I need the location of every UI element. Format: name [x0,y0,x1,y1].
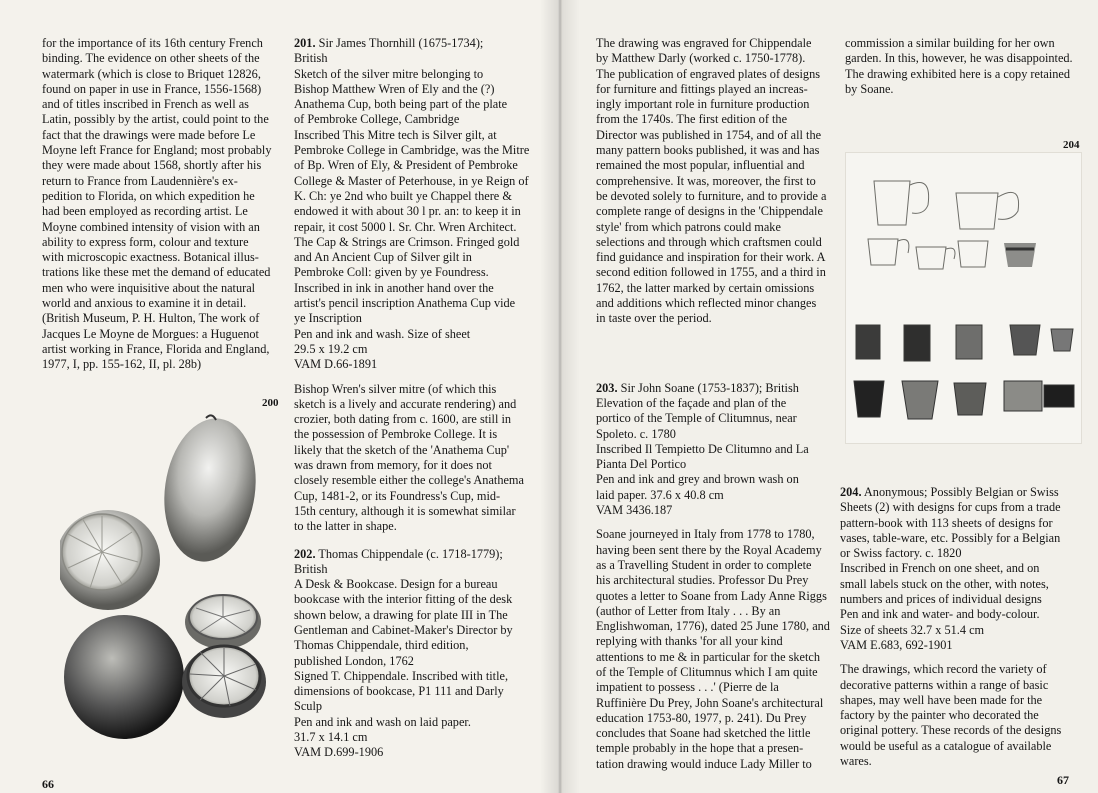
entry-number: 204. [840,485,862,499]
entry-line: dimensions of bookcase, P1 111 and Darly [294,684,504,699]
entry-line: Inscribed in French on one sheet, and on [840,561,1040,576]
entry-artist: Sir John Soane (1753-1837); British [617,380,799,395]
entry-line: Pen and ink and wash. Size of sheet [294,326,471,341]
text-line: was drawn from memory, for it does not [294,458,492,473]
text-line: attentions to me & in particular for the sketch [596,649,821,664]
entry-line: shown below, a drawing for plate III in The [294,607,508,622]
figure-204-cup-designs [845,152,1082,444]
text-line: Bishop Wren's silver mitre (of which this [294,381,497,396]
text-line: from the 1740s. The first edition of the [596,112,788,127]
text-line: Moyne combined intensity of vision with an [42,219,260,234]
text-line: 1977, I, pp. 155-162, II, pl. 28b) [42,357,202,372]
right-column-2-lower [840,485,1081,769]
orange-slice-bottom [182,646,266,718]
text-line: factory by the painter who decorated the [840,708,1039,723]
entry-201-commentary [294,382,530,535]
text-line: the possession of Pembroke College. It is [294,427,498,442]
text-line: binding. The evidence on other sheets of the [42,51,260,66]
soane-continuation [845,36,1081,97]
text-line: Jacques Le Moyne de Morgues: a Huguenot [42,326,259,341]
entry-line: Inscribed in ink in another hand over the [294,280,494,295]
text-line: Cup, 1481-2, or its Foundress's Cup, mid- [294,488,501,503]
text-line: commission a similar building for her own [845,36,1055,50]
text-line: original pottery. These records of the designs [840,723,1062,738]
text-line: comprehensive. It was, moreover, the first to [596,173,816,188]
entry-line: Inscribed Il Tempietto De Clitumno and La [596,441,809,456]
text-line: The drawings, which record the variety of [840,662,1047,677]
entry-heading [294,547,530,562]
entry-line: College & Master of Peterhouse, in ye Reign of [294,173,529,188]
text-line: 1762, the latter marked by certain omissions [596,280,815,295]
entry-line: VAM 3436.187 [596,503,673,518]
entry-line: Pembroke College in Cambridge, was the Mitre [294,143,530,158]
entry-line: published London, 1762 [294,653,414,668]
text-line: had been employed as recording artist. Le [42,204,248,219]
entry-line: Pen and ink and wash on laid paper. [294,714,471,729]
entry-artist: Anonymous; Possibly Belgian or Swiss [861,485,1059,499]
text-line: many pattern books published, it was and has [596,143,820,158]
entry-line: Sketch of the silver mitre belonging to [294,66,484,81]
entry-line: Gentleman and Cabinet-Maker's Director by [294,622,513,637]
entry-line: numbers and prices of individual designs [840,592,1042,607]
entry-line: Pembroke Coll: given by ye Foundress. [294,265,489,280]
entry-number: 203. [596,380,618,395]
entry-line: Sculp [294,699,323,714]
right-column-1 [596,36,832,772]
entry-line: Thomas Chippendale, third edition, [294,638,469,653]
text-line: by Matthew Darly (worked c. 1750-1778). [596,51,806,66]
entry-line: VAM E.683, 692-1901 [840,637,953,652]
entry-line: pattern-book with 113 sheets of designs for [840,515,1053,530]
entry-line: Pen and ink and grey and brown wash on [596,472,799,487]
entry-line: Spoleto. c. 1780 [596,426,676,441]
left-column-2 [294,36,530,761]
text-line: style' from which patrons could make [596,219,781,234]
text-line: for the importance of its 16th century French [42,36,263,50]
text-line: in taste over the period. [596,311,712,326]
entry-artist: Sir James Thornhill (1675-1734); [315,36,484,50]
text-line: The publication of engraved plates of designs [596,66,821,81]
entry-line: British [294,561,328,576]
entry-line: bookcase with the interior fitting of the desk [294,592,513,607]
figure-label-204: 204 [1063,139,1080,151]
text-line: pedition to Florida, on which expedition he [42,188,255,203]
cup-decorated-row-2 [1004,243,1036,267]
text-line: return to France from Laudennière's ex- [42,173,238,188]
entry-line: 29.5 x 19.2 cm [294,341,368,356]
entry-line: British [294,51,328,66]
text-line: complete range of designs in the 'Chippendale [596,204,823,219]
text-line: by Soane. [845,81,894,96]
entry-line: Anathema Cup, both being part of the plate [294,97,508,112]
text-line: impatient to possess . . .' (Pierre de la [596,680,779,695]
entry-202 [294,547,530,761]
text-line: Latin, possibly by the artist, could point to the [42,112,269,127]
entry-line: Bishop Matthew Wren of Ely and the (?) [294,81,495,96]
text-line: Moyne left France for England; most probably [42,143,272,158]
entry-line: and An Ancient Cup of Silver gilt in [294,250,472,265]
text-line: quotes a letter to Soane from Lady Anne Riggs [596,588,827,603]
entry-204 [840,485,1081,653]
text-line: of the Temple of Clitumnus which I am quite [596,664,818,679]
entry-line: VAM D.66-1891 [294,357,378,372]
text-line: crozier, both dating from c. 1600, are still in [294,412,512,427]
entry-line: 31.7 x 14.1 cm [294,730,368,745]
text-line: Ruffinière Du Prey, John Soane's architectural [596,695,824,710]
text-line: his architectural studies. Professor Du Prey [596,573,809,588]
figure-label-200: 200 [262,397,279,409]
entry-artist: Thomas Chippendale (c. 1718-1779); [315,546,503,561]
entry-number: 201. [294,36,316,50]
text-line: be devoted solely to furniture, and to provide a [596,188,827,203]
cut-lemon-half [60,510,160,610]
text-line: The drawing was engraved for Chippendale [596,36,812,50]
text-line: ingly important role in furniture production [596,97,810,112]
entry-line: small labels stuck on the other, with notes, [840,576,1049,591]
text-line: artist working in France, Florida and England, [42,341,270,356]
entry-line: repair, it cost 5000 l. Sr. Chr. Wren Architect. [294,219,517,234]
text-line: (British Museum, P. H. Hulton, The work of [42,311,260,326]
entry-number: 202. [294,546,316,561]
entry-line: Size of sheets 32.7 x 51.4 cm [840,622,985,637]
text-line: Englishwoman, 1776), dated 25 June 1780, and [596,619,830,634]
text-line: concludes that Soane had sketched the little [596,726,811,741]
entry-204-commentary [840,662,1081,769]
text-line: likely that the sketch of the 'Anathema Cup' [294,442,510,457]
text-line: trations like these met the demand of educated [42,265,271,280]
cup-decorated-row-4 [854,381,1074,419]
entry-heading [596,381,832,396]
cup-decorated-row-3 [856,325,1073,361]
entry-line: VAM D.699-1906 [294,745,384,760]
text-line: (author of Letter from Italy . . . By an [596,603,781,618]
text-line: for furniture and fittings played an increas- [596,81,808,96]
text-line: would be useful as a catalogue of available [840,738,1052,753]
text-line: replying with thanks 'for all your kind [596,634,783,649]
text-line: 15th century, although it is somewhat similar [294,503,516,518]
figure-200-citrus-fruits [60,412,282,762]
text-line: and additions which reflected minor changes [596,296,817,311]
text-line: sketch is a lively and accurate rendering) and [294,396,517,411]
text-line: found on paper in use in France, 1556-1568) [42,81,262,96]
lemoyne-reference [42,311,284,372]
entry-heading [840,485,1081,500]
cup-sketch-row-2 [868,239,988,269]
text-line: and of titles inscribed in French as well as [42,97,249,112]
text-line: The drawing exhibited here is a copy retained [845,66,1071,81]
entry-line: or Swiss factory. c. 1820 [840,546,962,561]
entry-line: The Cap & Strings are Crimson. Fringed gold [294,234,520,249]
page-number-right: 67 [1057,773,1069,787]
entry-line: of Bp. Wren of Ely, & President of Pembroke [294,158,518,173]
entry-line: artist's pencil inscription Anathema Cup vide [294,296,516,311]
cup-sketch-row-1 [874,181,1019,229]
entry-line: Pen and ink and water- and body-colour. [840,607,1040,622]
left-column-1 [42,36,284,373]
text-line: with microscopic exactness. Botanical illus- [42,250,259,265]
entry-line: Pianta Del Portico [596,457,687,472]
entry-line: A Desk & Bookcase. Design for a bureau [294,577,498,592]
text-line: having been sent there by the Royal Academy [596,542,822,557]
text-line: to the latter in shape. [294,519,397,534]
text-line: shapes, may well have been made for the [840,692,1043,707]
entry-line: of Pembroke College, Cambridge [294,112,460,127]
entry-heading [294,36,530,51]
entry-line: endowed it with about 30 l pr. an: to keep it in [294,204,521,219]
entry-line: K. Ch: ye 2nd who built ye Chappel there & [294,188,512,203]
page-number-left: 66 [42,777,54,791]
text-line: Soane journeyed in Italy from 1778 to 1780, [596,527,815,542]
entry-203 [596,381,832,519]
text-line: as a Travelling Student in order to complete [596,557,812,572]
chippendale-commentary [596,36,832,327]
text-line: wares. [840,754,872,769]
lemoyne-text [42,36,284,311]
text-line: remained the most popular, influential and [596,158,805,173]
text-line: second edition followed in 1755, and a third in [596,265,826,280]
text-line: they were made about 1568, shortly after his [42,158,262,173]
text-line: ability to express form, colour and texture [42,234,249,249]
entry-line: portico of the Temple of Clitumnus, near [596,411,797,426]
text-line: temple probably in the hope that a presen- [596,741,804,756]
text-line: Director was published in 1754, and of all the [596,127,822,142]
entry-line: ye Inscription [294,311,362,326]
entry-line: Elevation of the façade and plan of the [596,395,787,410]
orange-slice-top [185,595,261,649]
text-line: education 1753-80, 1977, p. 241). Du Prey [596,710,807,725]
entry-line: Signed T. Chippendale. Inscribed with title, [294,668,509,683]
entry-201 [294,36,530,373]
entry-line: laid paper. 37.6 x 40.8 cm [596,487,724,502]
text-line: garden. In this, however, he was disappointed. [845,51,1073,66]
text-line: decorative patterns within a range of basic [840,677,1049,692]
text-line: tation drawing would induce Lady Miller to [596,756,812,771]
whole-lemon [155,412,264,567]
entry-line: vases, table-ware, etc. Possibly for a Belgian [840,530,1061,545]
text-line: find guidance and inspiration for their work. A [596,250,826,265]
text-line: closely resemble either the college's Anathema [294,473,524,488]
entry-line: Sheets (2) with designs for cups from a trade [840,500,1061,515]
right-column-2 [845,36,1081,97]
text-line: watermark (which is close to Briquet 12826, [42,66,261,81]
text-line: fact that the drawings were made before Le [42,127,256,142]
whole-orange [64,615,184,739]
text-line: selections and through which craftsmen could [596,234,822,249]
text-line: men who were inquisitive about the natural [42,280,256,295]
text-line: world and anxious to examine it in detail. [42,296,247,311]
entry-203-commentary [596,527,832,772]
entry-line: Inscribed This Mitre tech is Silver gilt, at [294,127,497,142]
